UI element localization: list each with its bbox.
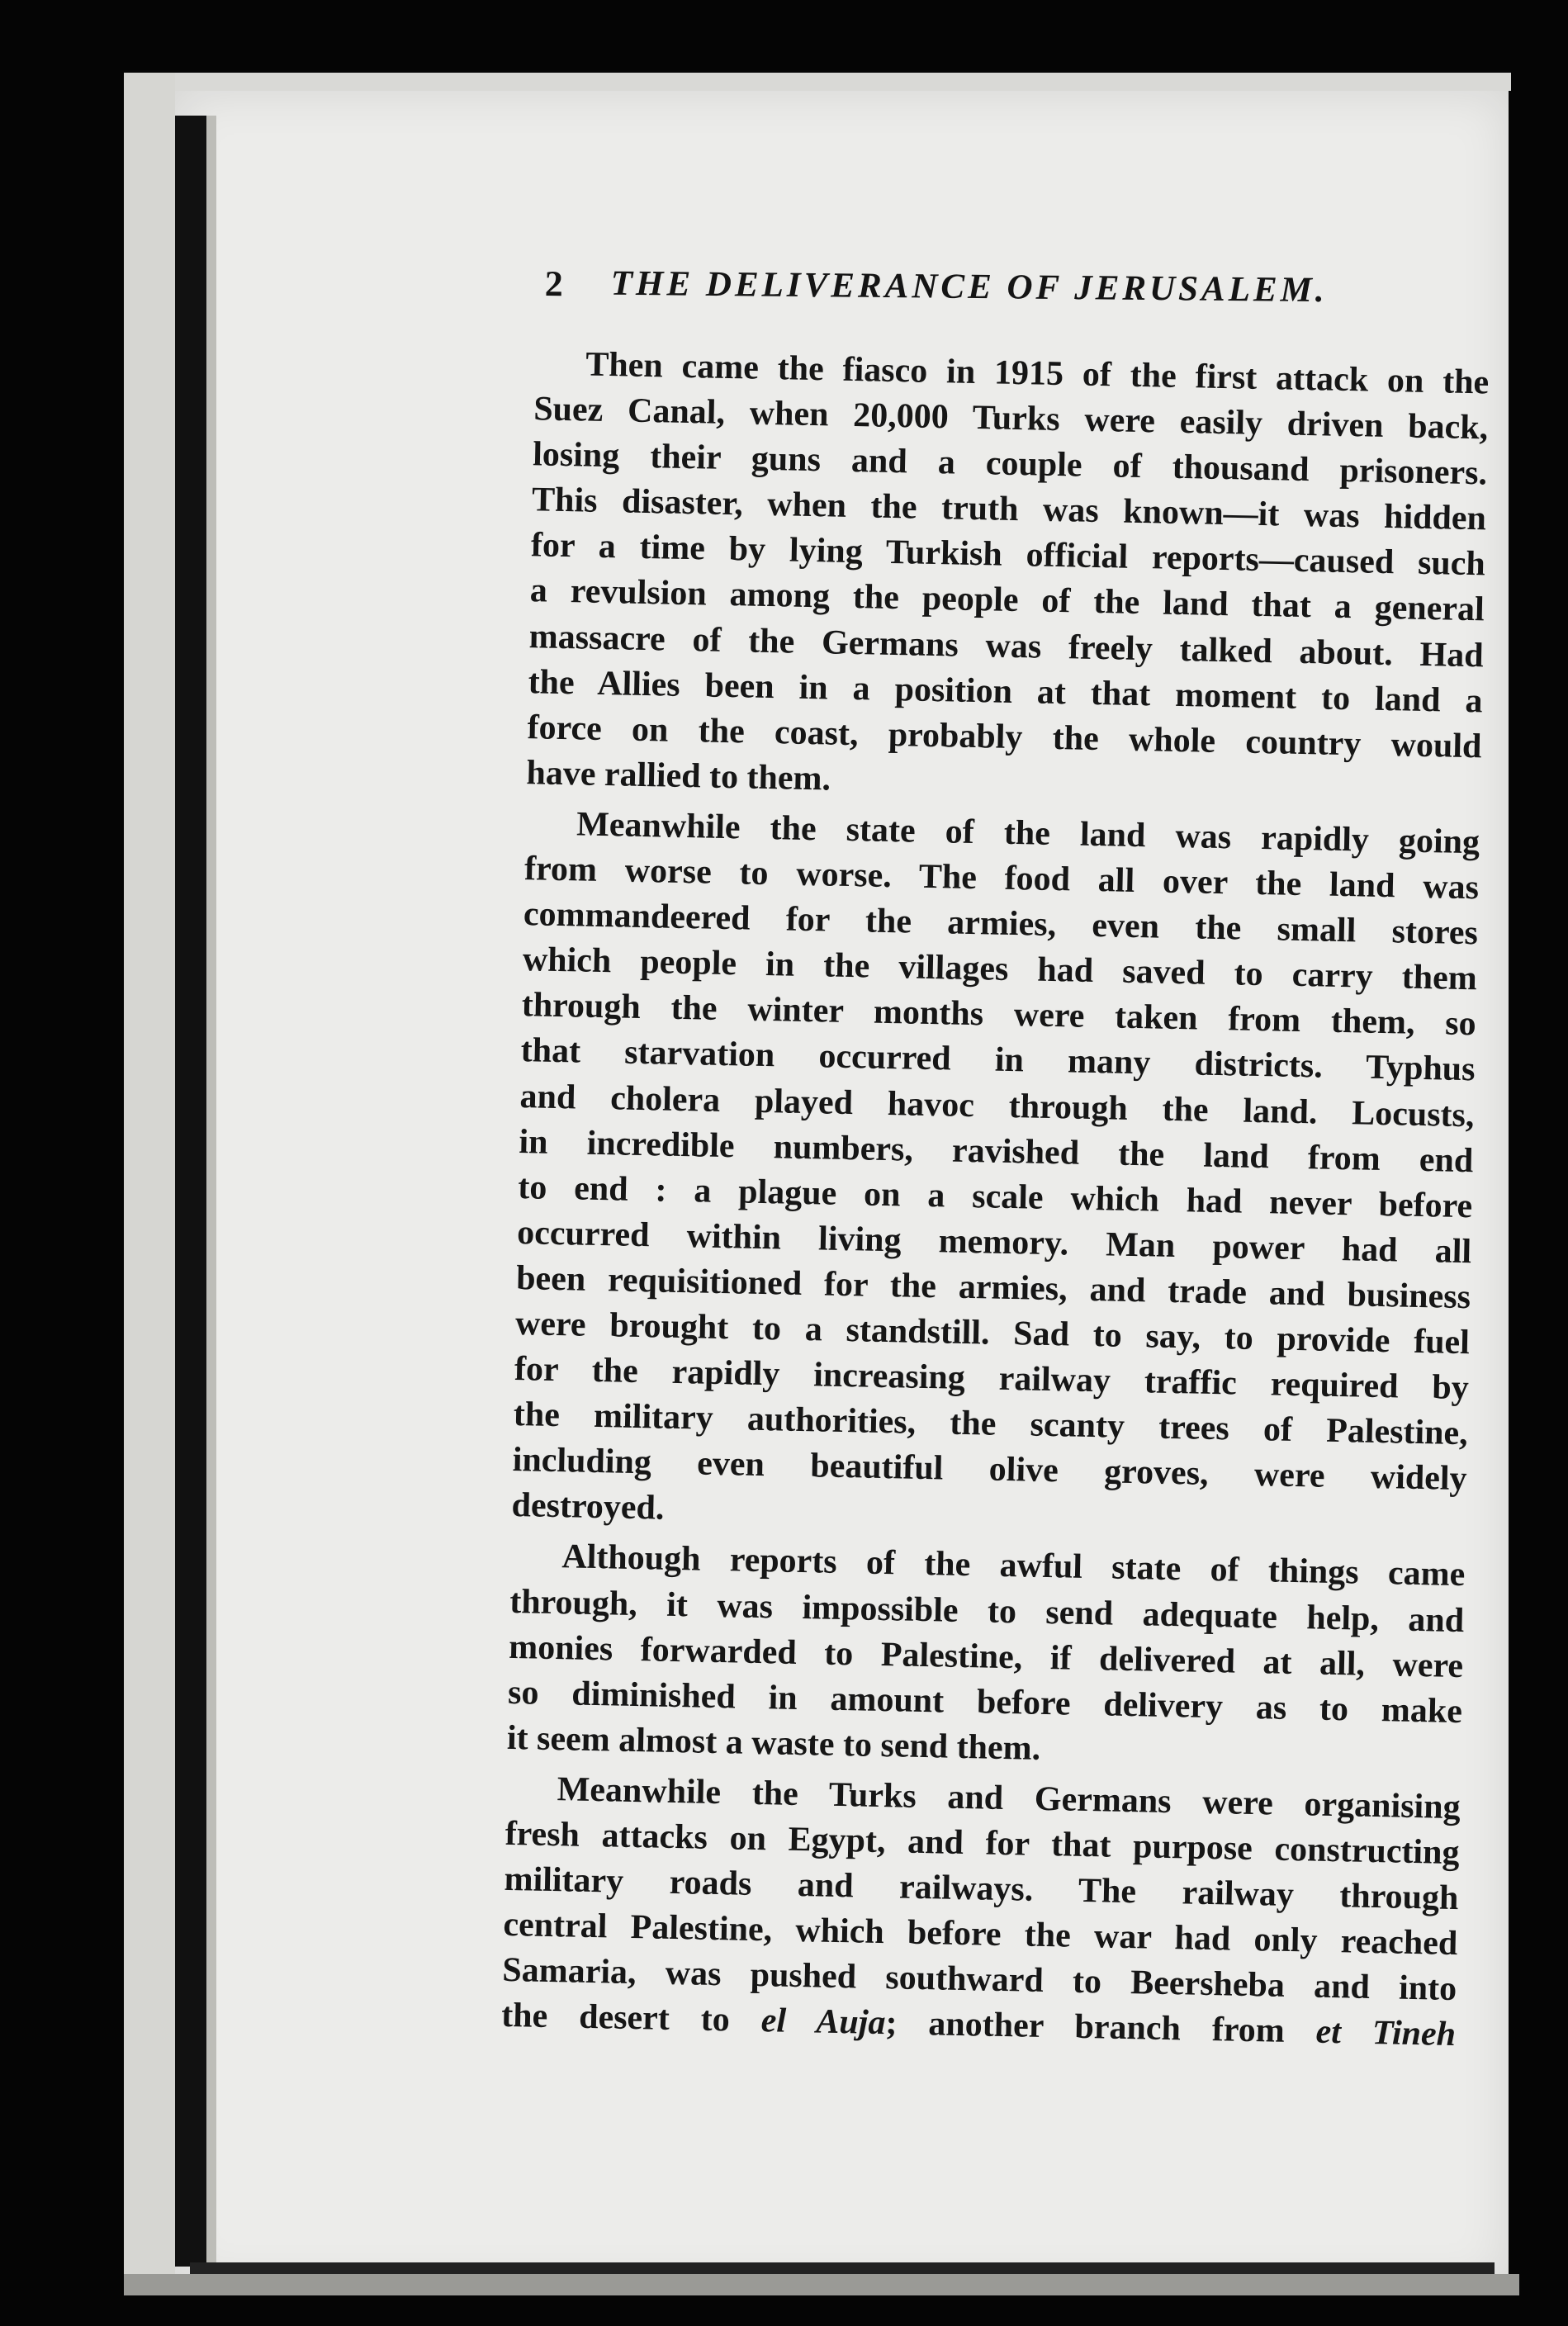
body-text	[450, 340, 1490, 2063]
paragraph-3	[455, 1533, 1465, 1780]
text-run-italic: et Tineh	[1315, 2013, 1457, 2054]
text-line: Meanwhile the Turks and Germans were organising	[557, 1770, 1461, 1826]
page-edge-left	[124, 73, 175, 2294]
text-run: the desert to	[500, 1997, 762, 2040]
text-line: Although reports of the awful state of things came	[561, 1537, 1466, 1594]
text-line: Samaria, was pushed southward to Beersheba and into	[501, 1951, 1457, 2009]
text-run-italic: el Auja	[760, 2001, 886, 2043]
text-line: were brought to a standstill. Sad to say, to provide fuel	[514, 1304, 1471, 1362]
page-bottom-edge	[190, 2262, 1495, 2274]
text-line: through, it was impossible to send adequate help, and	[509, 1582, 1465, 1640]
text-line: the military authorities, the scanty trees of Palestine,	[513, 1395, 1469, 1453]
binding-gutter	[175, 116, 206, 2267]
text-line: commandeered for the armies, even the small stores	[523, 895, 1479, 953]
text-line: the Allies been in a position at that moment to land a	[528, 662, 1483, 721]
text-line: Suez Canal, when 20,000 Turks were easily driven back,	[533, 390, 1489, 448]
text-line: a revulsion among the people of the land that a general	[529, 571, 1485, 629]
text-line: occurred within living memory. Man power had all	[516, 1213, 1472, 1272]
text-run: ; another branch from	[884, 2004, 1317, 2052]
text-line: fresh attacks on Egypt, and for that purpose constructing	[505, 1814, 1460, 1873]
text-line: Then came the fiasco in 1915 of the first attack on the	[585, 345, 1490, 402]
text-line: that starvation occurred in many districts. Typhus	[520, 1031, 1476, 1089]
paragraph-1	[475, 340, 1490, 815]
text-line: in incredible numbers, ravished the land from end	[519, 1122, 1474, 1180]
text-line: and cholera played havoc through the land. Locusts,	[519, 1077, 1475, 1135]
text-line: destroyed.	[511, 1486, 665, 1528]
text-line: for the rapidly increasing railway traffic required by	[514, 1350, 1470, 1408]
text-line: central Palestine, which before the war had only reached	[503, 1906, 1458, 1964]
text-line: been requisitioned for the armies, and trade and business	[515, 1258, 1471, 1317]
running-head	[544, 263, 1412, 330]
text-line: military roads and railways. The railway through	[504, 1859, 1459, 1918]
binding-strip	[206, 116, 216, 2267]
text-line: for a time by lying Turkish official reports—caused such	[530, 526, 1486, 584]
page-edge-top	[124, 73, 1511, 91]
text-line: losing their guns and a couple of thousand prisoners.	[532, 435, 1488, 493]
text-line: force on the coast, probably the whole country would	[527, 708, 1482, 766]
text-line: so diminished in amount before delivery as to make	[507, 1673, 1463, 1731]
text-line: This disaster, when the truth was known—it was hidden	[531, 481, 1487, 538]
paragraph-4	[450, 1765, 1461, 2058]
running-title: THE DELIVERANCE OF JERUSALEM.	[610, 263, 1328, 310]
page-bottom-shadow	[124, 2274, 1519, 2295]
text-line: through the winter months were taken from them, so	[521, 986, 1477, 1044]
text-line: massacre of the Germans was freely talked about. Had	[528, 617, 1485, 675]
text-line: which people in the villages had saved to carry them	[522, 940, 1478, 998]
text-line: it seem almost a waste to send them.	[506, 1718, 1041, 1768]
page-number: 2	[544, 263, 563, 305]
paragraph-2	[460, 800, 1480, 1548]
text-line: Meanwhile the state of the land was rapidly going	[576, 805, 1480, 862]
text-line: from worse to worse. The food all over the land was	[523, 850, 1480, 907]
text-line: including even beautiful olive groves, were widely	[512, 1441, 1468, 1499]
text-line: monies forwarded to Palestine, if delivered at all, were	[508, 1627, 1464, 1685]
text-line: have rallied to them.	[526, 753, 831, 798]
text-line: to end : a plague on a scale which had never before	[517, 1168, 1473, 1225]
